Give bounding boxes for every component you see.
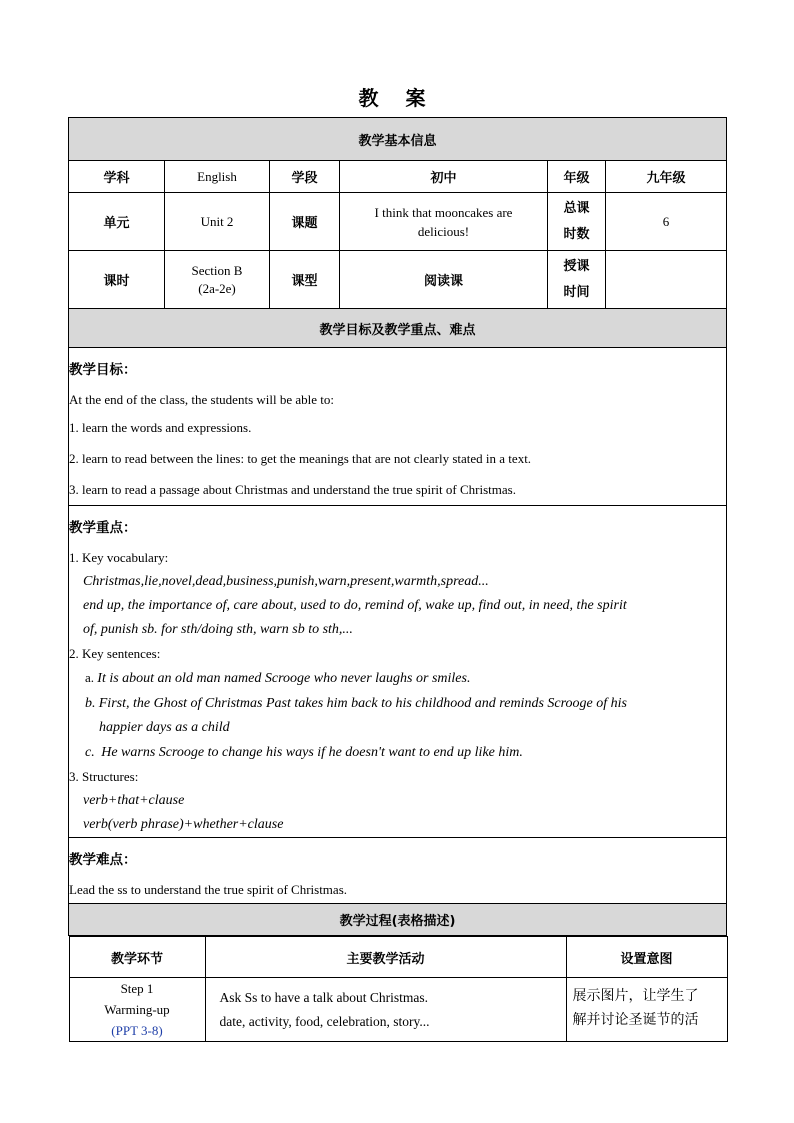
objective-line: 1. learn the words and expressions. [69, 420, 252, 435]
step1-ppt: (PPT 3-8) [111, 1023, 163, 1038]
sentence-prefix: b. [85, 696, 96, 711]
key-sentences-label: 2. Key sentences: [69, 646, 161, 661]
key-points-heading: 教学重点： [69, 520, 137, 536]
grade-label: 年级 [548, 161, 606, 193]
topic-value [340, 193, 548, 251]
process-col-step: 教学环节 [69, 937, 205, 978]
period-value [165, 251, 270, 309]
objective-line: At the end of the class, the students will be able to: [69, 392, 334, 407]
key-sentence-a [69, 666, 726, 691]
subject-value: English [165, 161, 270, 193]
total-hours-label-2: 时数 [563, 226, 590, 242]
structure-line: verb+that+clause [83, 793, 185, 808]
period-value-line2: (2a-2e) [198, 280, 236, 296]
step1-intent-line: 展示图片，让学生了 [572, 988, 699, 1004]
key-sentence-c [69, 740, 726, 765]
total-hours-label [548, 193, 606, 251]
unit-value: Unit 2 [165, 193, 270, 251]
topic-value-line1: I think that mooncakes are [374, 204, 513, 220]
total-hours-value: 6 [606, 193, 727, 251]
step1-intent [566, 978, 727, 1042]
process-col-intent: 设置意图 [566, 937, 727, 978]
sentence-text: It is about an old man named Scrooge who never laughs or smiles. [97, 671, 471, 686]
key-vocab-line: of, punish sb. for sth/doing sth, warn sb to sth,... [83, 622, 353, 637]
lesson-type-label: 课型 [270, 251, 340, 309]
topic-label: 课题 [270, 193, 340, 251]
basic-info-header: 教学基本信息 [69, 118, 727, 161]
topic-value-line2: delicious! [417, 223, 470, 239]
key-points-section [69, 506, 727, 838]
teaching-time-label [548, 251, 606, 309]
structure-line: verb(verb phrase)+whether+clause [83, 817, 284, 832]
step1-activity [205, 978, 566, 1042]
teaching-time-value [606, 251, 727, 309]
teaching-time-label-1: 授课 [563, 258, 590, 274]
step1-activity-line: date, activity, food, celebration, story... [219, 1013, 430, 1029]
key-sentence-b [69, 691, 726, 716]
objectives-section [69, 348, 727, 506]
period-label: 课时 [69, 251, 165, 309]
grade-value: 九年级 [606, 161, 727, 193]
period-value-line1: Section B [191, 262, 243, 278]
objectives-header: 教学目标及教学重点、难点 [69, 309, 727, 348]
stage-value: 初中 [340, 161, 548, 193]
subject-label: 学科 [69, 161, 165, 193]
step1-number: Step 1 [120, 981, 154, 996]
key-vocab-label: 1. Key vocabulary: [69, 550, 169, 565]
process-table [69, 936, 728, 1042]
key-sentence-b-cont: happier days as a child [99, 720, 230, 735]
step1-cell [69, 978, 205, 1042]
key-vocab-line: Christmas,lie,novel,dead,business,punish,warn,present,warmth,spread... [83, 574, 489, 589]
objectives-heading: 教学目标： [69, 362, 137, 378]
lesson-plan-table [68, 117, 727, 1042]
step1-activity-line: Ask Ss to have a talk about Christmas. [219, 989, 428, 1005]
stage-label: 学段 [270, 161, 340, 193]
objective-line: 2. learn to read between the lines: to get the meanings that are not clearly stated in a text. [69, 451, 532, 466]
total-hours-label-1: 总课 [563, 200, 590, 216]
structures-label: 3. Structures: [69, 769, 139, 784]
step1-intent-line: 解并讨论圣诞节的活 [572, 1012, 699, 1028]
difficulties-heading: 教学难点： [69, 852, 137, 868]
step1-name: Warming-up [104, 1002, 170, 1017]
unit-label: 单元 [69, 193, 165, 251]
lesson-type-value: 阅读课 [340, 251, 548, 309]
difficulties-section [69, 838, 727, 904]
process-table-cell [69, 936, 727, 1043]
sentence-text: He warns Scrooge to change his ways if he doesn't want to end up like him. [101, 745, 523, 760]
teaching-time-label-2: 时间 [563, 284, 590, 300]
process-header: 教学过程(表格描述) [69, 904, 727, 936]
sentence-prefix: c. [85, 745, 95, 760]
difficulty-line: Lead the ss to understand the true spirit of Christmas. [69, 882, 348, 897]
sentence-text: First, the Ghost of Christmas Past takes him back to his childhood and reminds Scrooge of his [98, 696, 627, 711]
objective-line: 3. learn to read a passage about Christmas and understand the true spirit of Christmas. [69, 482, 516, 497]
document-title: 教 案 [358, 86, 436, 110]
process-col-activity: 主要教学活动 [205, 937, 566, 978]
key-vocab-line: end up, the importance of, care about, used to do, remind of, wake up, find out, in need, the spirit [83, 598, 627, 613]
sentence-prefix: a. [85, 670, 95, 685]
